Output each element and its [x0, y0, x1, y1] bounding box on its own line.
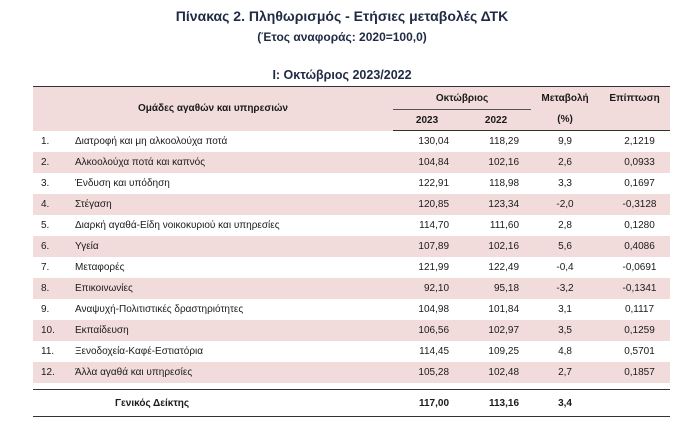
- total-value-2022: 113,16: [461, 390, 531, 417]
- percent-unit-header: (%): [531, 110, 599, 131]
- value-2023: 92,10: [393, 278, 461, 299]
- impact-value: -0,1341: [599, 278, 670, 299]
- table-title: Πίνακας 2. Πληθωρισμός - Ετήσιες μεταβολές ΔΤΚ: [175, 8, 509, 24]
- impact-value: 0,1280: [624, 220, 655, 231]
- value-2022: 102,16: [461, 236, 531, 257]
- change-percent: 2,6: [531, 152, 599, 173]
- change-percent: -0,4: [556, 262, 574, 273]
- group-name: Άλλα αγαθά και υπηρεσίες: [71, 362, 393, 383]
- impact-value: 0,5701: [624, 346, 655, 357]
- value-2022: 118,98: [489, 178, 520, 189]
- group-name: Μεταφορές: [75, 262, 125, 273]
- value-2022: 111,60: [489, 220, 520, 231]
- value-2022: 123,34: [461, 194, 531, 215]
- table-row: [33, 299, 670, 320]
- change-column-header: Μεταβολή: [531, 87, 599, 110]
- month-column-header: Οκτώβριος: [393, 87, 531, 110]
- header-row-top: [33, 87, 670, 110]
- impact-value: 0,1259: [599, 320, 670, 341]
- change-percent: -3,2: [531, 278, 599, 299]
- impact-value: -0,3128: [599, 194, 670, 215]
- table-row: [33, 341, 670, 362]
- value-2022: 102,97: [461, 320, 531, 341]
- value-2023: 104,98: [418, 304, 450, 315]
- table-row: [33, 194, 670, 215]
- total-number-blank: [33, 390, 71, 417]
- group-name: Επικοινωνίες: [71, 278, 393, 299]
- value-2023: 107,89: [393, 236, 461, 257]
- row-number: 10.: [33, 320, 71, 341]
- row-number: 12.: [33, 362, 71, 383]
- value-2022: 109,25: [488, 346, 520, 357]
- value-2023: 104,84: [393, 152, 461, 173]
- group-name: Ένδυση και υπόδηση: [75, 178, 170, 189]
- change-percent: 2,8: [558, 220, 572, 231]
- table-row: [33, 215, 670, 236]
- table-subtitle: (Έτος αναφοράς: 2020=100,0): [257, 30, 427, 44]
- total-row: [33, 390, 670, 417]
- value-2023: 130,04: [418, 136, 450, 147]
- value-2022: 122,49: [488, 262, 520, 273]
- change-percent: 3,1: [558, 304, 572, 315]
- value-2023: 114,70: [419, 220, 450, 231]
- value-2023: 105,28: [393, 362, 461, 383]
- row-number: 11.: [41, 346, 55, 357]
- value-2022: 102,16: [461, 152, 531, 173]
- change-percent: 4,8: [558, 346, 572, 357]
- row-number: 2.: [33, 152, 71, 173]
- impact-value: 0,1857: [599, 362, 670, 383]
- impact-unit-blank: [599, 110, 670, 131]
- value-2023: 114,45: [419, 346, 450, 357]
- table-row: [33, 257, 670, 278]
- change-percent: 5,6: [531, 236, 599, 257]
- row-number: 3.: [41, 178, 50, 189]
- row-number: 8.: [33, 278, 71, 299]
- value-2022: 118,29: [489, 136, 520, 147]
- table-row: [33, 278, 670, 299]
- table-row: [33, 320, 670, 341]
- change-percent: 9,9: [558, 136, 572, 147]
- row-number: 1.: [41, 135, 50, 147]
- group-name: Εκπαίδευση: [71, 320, 393, 341]
- impact-column-header: Επίπτωση: [599, 87, 670, 110]
- total-label: Γενικός Δείκτης: [71, 390, 393, 417]
- cpi-table: [33, 86, 670, 417]
- year-2023-header: 2023: [393, 110, 461, 131]
- impact-value: 0,1697: [624, 178, 655, 189]
- impact-value: 0,4086: [599, 236, 670, 257]
- table-row: [33, 362, 670, 383]
- year-2022-header: 2022: [461, 110, 531, 131]
- table-row: [33, 173, 670, 194]
- impact-value: -0,0691: [622, 262, 657, 273]
- change-percent: 2,7: [531, 362, 599, 383]
- group-name: Στέγαση: [71, 194, 393, 215]
- group-name: Διατροφή και μη αλκοολούχα ποτά: [75, 135, 228, 147]
- total-value-2023: 117,00: [393, 390, 461, 417]
- table-row: [33, 131, 670, 153]
- group-name: Αλκοολούχα ποτά και καπνός: [71, 152, 393, 173]
- row-number: 6.: [33, 236, 71, 257]
- group-name: Αναψυχή-Πολιτιστικές δραστηριότητες: [75, 304, 244, 315]
- section-heading: Ι: Οκτώβριος 2023/2022: [272, 68, 412, 82]
- row-number: 9.: [41, 304, 50, 315]
- group-name: Ξενοδοχεία-Καφέ-Εστιατόρια: [75, 346, 204, 357]
- row-number: 7.: [41, 262, 50, 273]
- value-2023: 122,91: [418, 178, 450, 189]
- table-row: [33, 236, 670, 257]
- value-2022: 95,18: [461, 278, 531, 299]
- group-column-header: Ομάδες αγαθών και υπηρεσιών: [33, 87, 393, 131]
- change-percent: -2,0: [531, 194, 599, 215]
- row-number: 4.: [33, 194, 71, 215]
- value-2023: 120,85: [393, 194, 461, 215]
- value-2022: 102,48: [461, 362, 531, 383]
- group-name: Διαρκή αγαθά-Είδη νοικοκυριού και υπηρεσίες: [75, 220, 280, 231]
- value-2022: 101,84: [488, 304, 520, 315]
- table-row: [33, 152, 670, 173]
- value-2023: 121,99: [418, 262, 450, 273]
- total-impact-blank: [599, 390, 670, 417]
- change-percent: 3,5: [531, 320, 599, 341]
- impact-value: 0,1117: [624, 304, 655, 315]
- impact-value: 2,1219: [624, 136, 655, 147]
- total-change-percent: 3,4: [531, 390, 599, 417]
- group-name: Υγεία: [71, 236, 393, 257]
- change-percent: 3,3: [558, 178, 572, 189]
- value-2023: 106,56: [393, 320, 461, 341]
- impact-value: 0,0933: [599, 152, 670, 173]
- row-number: 5.: [41, 220, 50, 231]
